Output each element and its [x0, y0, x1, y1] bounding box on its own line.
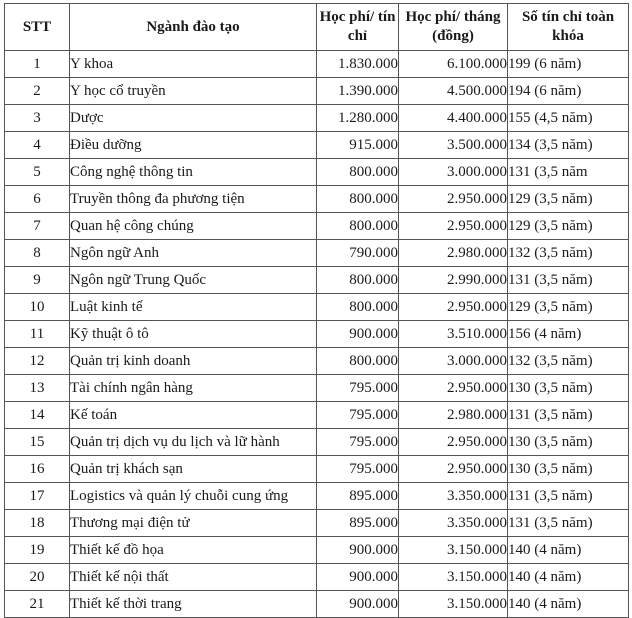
table-row — [5, 51, 629, 78]
cell-program: Công nghệ thông tin — [70, 159, 317, 186]
cell-program: Logistics và quản lý chuỗi cung ứng — [70, 483, 317, 510]
cell-program: Truyền thông đa phương tiện — [70, 186, 317, 213]
cell-total-credits: 140 (4 năm) — [508, 537, 629, 564]
cell-total-credits: 131 (3,5 năm) — [508, 483, 629, 510]
cell-program: Quản trị kinh doanh — [70, 348, 317, 375]
cell-stt: 14 — [5, 402, 70, 429]
cell-fee-per-month: 3.000.000 — [399, 159, 508, 186]
cell-fee-per-month: 3.150.000 — [399, 537, 508, 564]
cell-fee-per-month: 2.950.000 — [399, 429, 508, 456]
cell-fee-per-credit: 1.390.000 — [317, 78, 399, 105]
cell-stt: 16 — [5, 456, 70, 483]
cell-stt: 1 — [5, 51, 70, 78]
table-row — [5, 105, 629, 132]
cell-fee-per-credit: 900.000 — [317, 537, 399, 564]
table-row — [5, 591, 629, 618]
cell-program: Điều dưỡng — [70, 132, 317, 159]
cell-program: Quan hệ công chúng — [70, 213, 317, 240]
cell-fee-per-month: 3.350.000 — [399, 483, 508, 510]
cell-program: Thương mại điện tử — [70, 510, 317, 537]
table-row — [5, 186, 629, 213]
cell-stt: 7 — [5, 213, 70, 240]
header-total-credits: Số tín chỉ toàn khóa — [508, 4, 629, 51]
cell-program: Luật kinh tế — [70, 294, 317, 321]
cell-fee-per-credit: 795.000 — [317, 402, 399, 429]
cell-total-credits: 130 (3,5 năm) — [508, 375, 629, 402]
cell-fee-per-credit: 915.000 — [317, 132, 399, 159]
cell-fee-per-month: 3.350.000 — [399, 510, 508, 537]
cell-fee-per-credit: 800.000 — [317, 159, 399, 186]
cell-fee-per-month: 2.950.000 — [399, 186, 508, 213]
cell-fee-per-credit: 795.000 — [317, 375, 399, 402]
cell-fee-per-month: 6.100.000 — [399, 51, 508, 78]
table-row — [5, 510, 629, 537]
cell-stt: 4 — [5, 132, 70, 159]
cell-fee-per-month: 4.400.000 — [399, 105, 508, 132]
cell-fee-per-month: 2.980.000 — [399, 240, 508, 267]
cell-fee-per-month: 3.150.000 — [399, 591, 508, 618]
cell-fee-per-month: 2.950.000 — [399, 375, 508, 402]
cell-stt: 20 — [5, 564, 70, 591]
cell-program: Ngôn ngữ Trung Quốc — [70, 267, 317, 294]
cell-stt: 8 — [5, 240, 70, 267]
table-row — [5, 402, 629, 429]
table-row — [5, 78, 629, 105]
cell-stt: 21 — [5, 591, 70, 618]
table-body — [5, 51, 629, 618]
cell-total-credits: 155 (4,5 năm) — [508, 105, 629, 132]
table-row — [5, 429, 629, 456]
cell-fee-per-credit: 895.000 — [317, 483, 399, 510]
cell-total-credits: 131 (3,5 năm) — [508, 267, 629, 294]
cell-fee-per-month: 2.950.000 — [399, 456, 508, 483]
cell-fee-per-credit: 795.000 — [317, 429, 399, 456]
cell-program: Quản trị khách sạn — [70, 456, 317, 483]
cell-total-credits: 131 (3,5 năm) — [508, 510, 629, 537]
cell-stt: 15 — [5, 429, 70, 456]
cell-fee-per-credit: 795.000 — [317, 456, 399, 483]
table-row — [5, 240, 629, 267]
cell-fee-per-credit: 800.000 — [317, 186, 399, 213]
cell-fee-per-month: 2.990.000 — [399, 267, 508, 294]
cell-fee-per-month: 3.510.000 — [399, 321, 508, 348]
header-fee-per-credit: Học phí/ tín chỉ — [317, 4, 399, 51]
cell-program: Ngôn ngữ Anh — [70, 240, 317, 267]
cell-stt: 11 — [5, 321, 70, 348]
cell-total-credits: 134 (3,5 năm) — [508, 132, 629, 159]
cell-fee-per-credit: 900.000 — [317, 564, 399, 591]
cell-total-credits: 129 (3,5 năm) — [508, 294, 629, 321]
cell-total-credits: 140 (4 năm) — [508, 564, 629, 591]
cell-fee-per-credit: 900.000 — [317, 321, 399, 348]
cell-total-credits: 199 (6 năm) — [508, 51, 629, 78]
cell-total-credits: 140 (4 năm) — [508, 591, 629, 618]
cell-stt: 10 — [5, 294, 70, 321]
cell-fee-per-month: 3.150.000 — [399, 564, 508, 591]
cell-total-credits: 131 (3,5 năm) — [508, 402, 629, 429]
tuition-table — [4, 3, 629, 618]
cell-program: Y học cổ truyền — [70, 78, 317, 105]
cell-stt: 2 — [5, 78, 70, 105]
header-program: Ngành đào tạo — [70, 4, 317, 51]
cell-program: Quản trị dịch vụ du lịch và lữ hành — [70, 429, 317, 456]
cell-program: Kỹ thuật ô tô — [70, 321, 317, 348]
table-row — [5, 294, 629, 321]
cell-stt: 18 — [5, 510, 70, 537]
cell-stt: 5 — [5, 159, 70, 186]
cell-total-credits: 130 (3,5 năm) — [508, 429, 629, 456]
cell-fee-per-credit: 800.000 — [317, 213, 399, 240]
table-row — [5, 483, 629, 510]
header-fee-per-month: Học phí/ tháng (đồng) — [399, 4, 508, 51]
cell-fee-per-month: 3.000.000 — [399, 348, 508, 375]
cell-program: Y khoa — [70, 51, 317, 78]
cell-fee-per-credit: 1.830.000 — [317, 51, 399, 78]
header-stt: STT — [5, 4, 70, 51]
tuition-document — [4, 3, 628, 618]
cell-program: Thiết kế thời trang — [70, 591, 317, 618]
cell-program: Thiết kế đồ họa — [70, 537, 317, 564]
cell-fee-per-month: 2.950.000 — [399, 294, 508, 321]
cell-program: Dược — [70, 105, 317, 132]
table-row — [5, 564, 629, 591]
table-row — [5, 321, 629, 348]
table-row — [5, 456, 629, 483]
table-row — [5, 132, 629, 159]
cell-stt: 9 — [5, 267, 70, 294]
table-row — [5, 213, 629, 240]
table-row — [5, 375, 629, 402]
table-row — [5, 348, 629, 375]
cell-fee-per-month: 2.980.000 — [399, 402, 508, 429]
cell-fee-per-month: 2.950.000 — [399, 213, 508, 240]
cell-total-credits: 129 (3,5 năm) — [508, 186, 629, 213]
cell-program: Tài chính ngân hàng — [70, 375, 317, 402]
cell-stt: 12 — [5, 348, 70, 375]
header-row — [5, 4, 629, 51]
cell-stt: 19 — [5, 537, 70, 564]
cell-stt: 17 — [5, 483, 70, 510]
cell-fee-per-credit: 790.000 — [317, 240, 399, 267]
table-row — [5, 159, 629, 186]
cell-fee-per-credit: 895.000 — [317, 510, 399, 537]
cell-stt: 3 — [5, 105, 70, 132]
table-row — [5, 537, 629, 564]
cell-stt: 6 — [5, 186, 70, 213]
cell-fee-per-credit: 800.000 — [317, 267, 399, 294]
cell-total-credits: 194 (6 năm) — [508, 78, 629, 105]
cell-fee-per-credit: 800.000 — [317, 348, 399, 375]
cell-program: Kế toán — [70, 402, 317, 429]
cell-program: Thiết kế nội thất — [70, 564, 317, 591]
cell-total-credits: 132 (3,5 năm) — [508, 348, 629, 375]
cell-total-credits: 156 (4 năm) — [508, 321, 629, 348]
cell-total-credits: 131 (3,5 năm — [508, 159, 629, 186]
cell-fee-per-month: 4.500.000 — [399, 78, 508, 105]
cell-fee-per-credit: 900.000 — [317, 591, 399, 618]
cell-total-credits: 129 (3,5 năm) — [508, 213, 629, 240]
table-row — [5, 267, 629, 294]
cell-fee-per-credit: 800.000 — [317, 294, 399, 321]
cell-total-credits: 132 (3,5 năm) — [508, 240, 629, 267]
cell-fee-per-credit: 1.280.000 — [317, 105, 399, 132]
cell-stt: 13 — [5, 375, 70, 402]
cell-fee-per-month: 3.500.000 — [399, 132, 508, 159]
cell-total-credits: 130 (3,5 năm) — [508, 456, 629, 483]
